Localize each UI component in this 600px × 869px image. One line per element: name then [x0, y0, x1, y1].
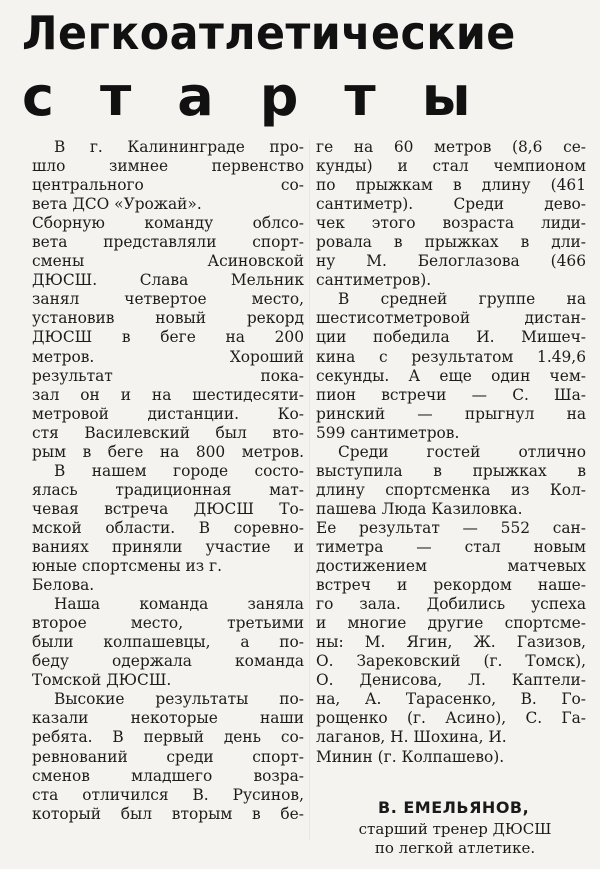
article-line: достижением матчевых	[316, 557, 586, 576]
column-divider	[309, 140, 310, 840]
article-line: Минин (г. Колпашево).	[316, 747, 505, 766]
article-line: ну М. Белоглазова (466	[316, 252, 586, 271]
article-line: вета представляли спорт-	[32, 233, 304, 252]
article-line: беду одержала команда	[32, 652, 304, 671]
article-line: стя Василевский был вто-	[32, 423, 304, 442]
article-line: сантиметров).	[316, 271, 432, 290]
article-line: на, А. Тарасенко, В. Го-	[316, 690, 586, 709]
article-line: юные спортсмены из г.	[32, 557, 223, 576]
article-line: были колпашевцы, а по-	[32, 633, 304, 652]
article-line: пашева Люда Казиловка.	[316, 499, 523, 518]
article-line: по прыжкам в длину (461	[316, 176, 586, 195]
article-line: сменов младшего возра-	[32, 766, 304, 785]
article-line: Среди гостей отлично	[338, 442, 586, 461]
article-line: выступила в прыжках в	[316, 461, 586, 480]
article-line: казали некоторые наши	[32, 709, 304, 728]
article-line: зал он и на шестидесяти-	[32, 385, 304, 404]
article-line: сантиметр). Среди девo-	[316, 195, 586, 214]
article-line: Высокие результаты по-	[54, 690, 304, 709]
article-line: ровала в прыжках в дли-	[316, 233, 586, 252]
article-line: ребята. В первый день со-	[32, 728, 304, 747]
article-line: ции победила И. Мишеч-	[316, 328, 586, 347]
article-line: В средней группе на	[338, 290, 586, 309]
article-column-left	[32, 138, 304, 824]
article-line: О. Зарековский (г. Томск),	[316, 652, 586, 671]
article-line: В г. Калининграде про-	[54, 138, 304, 156]
article-line: Ее результат — 552 сан-	[316, 518, 586, 537]
article-line: чевая встреча ДЮСШ То-	[32, 499, 304, 518]
article-line: рощенко (г. Асино), С. Га-	[316, 709, 586, 728]
article-line: ревнований среди спорт-	[32, 747, 304, 766]
article-line: О. Денисова, Л. Каптели-	[316, 671, 586, 690]
article-line: 599 сантиметров.	[316, 423, 460, 442]
headline-line-2: старты	[22, 65, 517, 128]
article-line: пион встречи — С. Ша-	[316, 385, 586, 404]
article-line: ДЮСШ в беге на 200	[32, 328, 304, 347]
article-line: который был вторым в бе-	[32, 804, 304, 823]
article-line: ДЮСШ. Слава Мельник	[32, 271, 304, 290]
article-line: результат пока-	[32, 366, 304, 385]
article-line: лаганов, Н. Шохина, И.	[316, 728, 507, 747]
article-line: рым в беге на 800 метров.	[32, 442, 304, 461]
author-role-line-2: по легкой атлетике.	[374, 839, 536, 857]
article-line: Томской ДЮСШ.	[32, 671, 172, 690]
article-line: го зала. Добились успеха	[316, 595, 586, 614]
article-line: смены Асиновской	[32, 252, 304, 271]
article-line: встреч и рекордом наше-	[316, 576, 586, 595]
article-line: ста отличился В. Русинов,	[32, 785, 304, 804]
article-line: кунды) и стал чемпионом	[316, 157, 586, 176]
article-line: длину спортсменка из Кол-	[316, 480, 586, 499]
article-line: шло зимнее первенство	[32, 157, 304, 176]
article-line: Сборную команду облсо-	[32, 214, 304, 233]
article-line: шестисотметровой дистан-	[316, 309, 586, 328]
article-line: ялась традиционная мат-	[32, 480, 304, 499]
article-line: секунды. А еще один чем-	[316, 366, 586, 385]
article-line: занял четвертое место,	[32, 290, 304, 309]
author-role	[330, 820, 580, 858]
article-line: ны: М. Ягин, Ж. Газизов,	[316, 633, 586, 652]
article-line: установив новый рекорд	[32, 309, 304, 328]
article-line: ринский — прыгнул на	[316, 404, 586, 423]
article-line: чек этого возраста лиди-	[316, 214, 586, 233]
article-line: вета ДСО «Урожай».	[32, 195, 202, 214]
article-line: мской области. В соревно-	[32, 518, 304, 537]
author-name: В. ЕМЕЛЬЯНОВ,	[378, 798, 530, 817]
author-role-line-1: старший тренер ДЮСШ	[358, 820, 552, 838]
article-line: метров. Хороший	[32, 347, 304, 366]
article-line: ваниях приняли участие и	[32, 537, 304, 556]
article-line: Наша команда заняла	[54, 595, 304, 614]
article-line: и многие другие спортсме-	[316, 614, 586, 633]
article-line: ге на 60 метров (8,6 се-	[316, 138, 586, 156]
article-line: В нашем городе состо-	[54, 461, 304, 480]
article-line: тиметра — стал новым	[316, 537, 586, 556]
article-line: центрального со-	[32, 176, 304, 195]
article-line: Белова.	[32, 576, 95, 595]
headline-line-1: Легкоатлетические	[22, 6, 516, 60]
article-column-right	[316, 138, 586, 767]
article-line: кина с результатом 1.49,6	[316, 347, 586, 366]
article-line: метровой дистанции. Ко-	[32, 404, 304, 423]
article-line: второе место, третьими	[32, 614, 304, 633]
